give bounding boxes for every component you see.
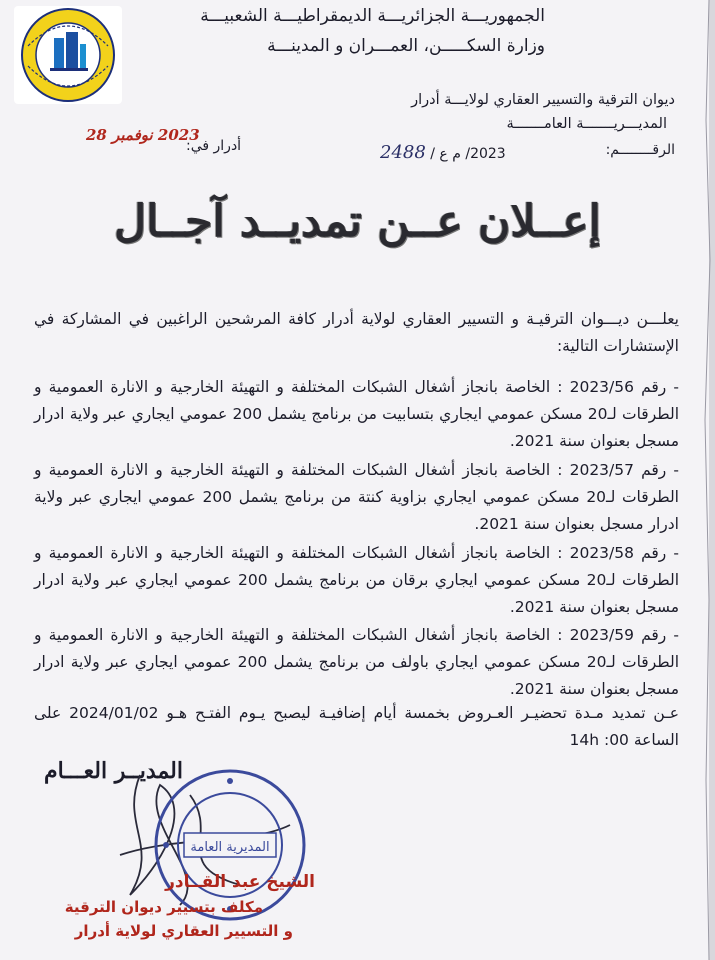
reference-number <box>380 142 506 163</box>
director-title: المديــر العـــام <box>44 758 183 784</box>
extension-paragraph: عـن تمديد مـدة تحضيـر العـروض بخمسة أيام إضافيـة ليصبح يـوم الفتـح هـو 2024/01/02 على الساعة 00: 14h <box>34 704 679 749</box>
intro-paragraph: يعلـــن ديـــوان الترقيـة و التسيير العقاري لولاية أدرار كافة المرشحين الراغبين في المشاركة في الإستشارات التالية: <box>34 310 679 355</box>
directorate-label: المديـــريـــــــة العامـــــــة <box>506 116 667 132</box>
consultation-item-1: - رقم 2023/56 : الخاصة بانجاز أشغال الشبكات المختلفة و التهيئة الخارجية و الانارة العمومية و الطرقات لـ20 مسكن عمومي ايجاري بتسابيت من برنامج يشمل 200 عمومي ايجاري عبر ولاية ادرار مسجل بعنوان سنة 2021. <box>34 378 680 450</box>
consultation-item-4: - رقم 2023/59 : الخاصة بانجاز أشغال الشبكات المختلفة و التهيئة الخارجية و الانارة العمومية و الطرقات لـ20 مسكن عمومي ايجاري باولف من برنامج يشمل 200 عمومي ايجاري عبر ولاية ادرار مسجل بعنوان سنة 2021. <box>34 626 680 698</box>
consultation-item-2: - رقم 2023/57 : الخاصة بانجاز أشغال الشبكات المختلفة و التهيئة الخارجية و الانارة العمومية و الطرقات لـ20 مسكن عمومي ايجاري بزاوية كنتة من برنامج يشمل 200 عمومي ايجاري عبر ولاية ادرار مسجل بعنوان سنة 2021. <box>34 461 679 533</box>
consultation-item-3: - رقم 2023/58 : الخاصة بانجاز أشغال الشبكات المختلفة و التهيئة الخارجية و الانارة العمومية و الطرقات لـ20 مسكن عمومي ايجاري برقان من برنامج يشمل 200 عمومي ايجاري عبر ولاية ادرار مسجل بعنوان سنة 2021. <box>34 544 680 616</box>
place-label: أدرار في: <box>186 138 242 154</box>
reference-fixed: 2023/ م ع / <box>430 146 506 162</box>
director-role-line-1: مكلف بتسيير ديوان الترقية <box>64 898 263 916</box>
notice-title: إعــلان عــن تمديــد آجــال <box>114 196 601 247</box>
director-name: الشيخ عبد القــادر <box>165 872 315 892</box>
director-role-line-2: و التسيير العقاري لولاية أدرار <box>74 922 293 940</box>
ministry-logo <box>14 6 122 104</box>
stamp-center-text: المديرية العامة <box>190 840 270 855</box>
office-name: ديوان الترقية والتسيير العقاري لولايـــة أدرار <box>411 92 675 108</box>
reference-label: الرقــــــــم: <box>605 142 675 158</box>
ministry-heading: وزارة السكـــــن، العمـــران و المدينـــة <box>267 36 545 56</box>
ministry-seal-icon <box>14 6 122 104</box>
date-handwritten: 2023 نوفمبر 28 <box>86 126 200 144</box>
reference-handwritten: 2488 <box>380 142 426 163</box>
republic-heading: الجمهوريـــة الجزائريـــة الديمقراطيـــة الشعبيـــة <box>200 6 545 26</box>
page-edge-shadow <box>703 0 715 960</box>
